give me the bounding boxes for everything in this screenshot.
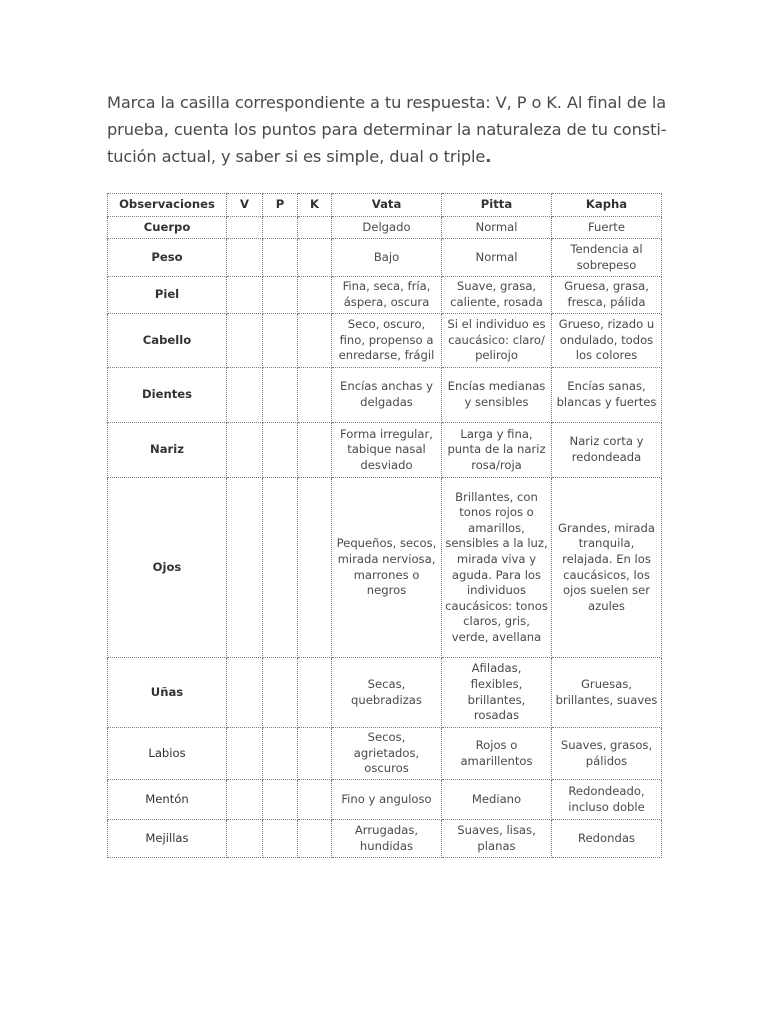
- table-row: [108, 314, 662, 368]
- vata-cell: Delgado: [332, 217, 442, 239]
- vata-cell: Forma irregular, tabique nasal desviado: [332, 423, 442, 478]
- pitta-cell: Suave, grasa, caliente, rosada: [442, 277, 552, 314]
- vata-cell: Arrugadas, hundidas: [332, 820, 442, 858]
- checkbox-cell-v[interactable]: [227, 820, 263, 858]
- pitta-cell: Afiladas, flexibles, brillantes, rosadas: [442, 658, 552, 728]
- row-label: Mejillas: [108, 820, 227, 858]
- checkbox-cell-v[interactable]: [227, 423, 263, 478]
- row-label: Ojos: [108, 478, 227, 658]
- pitta-cell: Encías medianas y sensibles: [442, 368, 552, 423]
- checkbox-cell-p[interactable]: [263, 217, 298, 239]
- checkbox-cell-p[interactable]: [263, 658, 298, 728]
- header-p: P: [263, 194, 298, 217]
- table-row: [108, 780, 662, 820]
- table-row: [108, 217, 662, 239]
- pitta-cell: Suaves, lisas, planas: [442, 820, 552, 858]
- vata-cell: Bajo: [332, 239, 442, 277]
- table-row: [108, 658, 662, 728]
- checkbox-cell-p[interactable]: [263, 820, 298, 858]
- header-observaciones: Observaciones: [108, 194, 227, 217]
- table-row: [108, 277, 662, 314]
- checkbox-cell-v[interactable]: [227, 478, 263, 658]
- pitta-cell: Rojos o amarillentos: [442, 728, 552, 780]
- pitta-cell: Normal: [442, 217, 552, 239]
- vata-cell: Fina, seca, fría, áspera, oscura: [332, 277, 442, 314]
- dosha-questionnaire-table: [107, 193, 662, 858]
- checkbox-cell-k[interactable]: [298, 239, 332, 277]
- row-label: Uñas: [108, 658, 227, 728]
- checkbox-cell-v[interactable]: [227, 780, 263, 820]
- checkbox-cell-k[interactable]: [298, 314, 332, 368]
- kapha-cell: Suaves, grasos, pálidos: [552, 728, 662, 780]
- kapha-cell: Tendencia al sobrepeso: [552, 239, 662, 277]
- header-k: K: [298, 194, 332, 217]
- pitta-cell: Mediano: [442, 780, 552, 820]
- header-kapha: Kapha: [552, 194, 662, 217]
- row-label: Piel: [108, 277, 227, 314]
- row-label: Labios: [108, 728, 227, 780]
- checkbox-cell-v[interactable]: [227, 217, 263, 239]
- pitta-cell: Larga y fina, punta de la nariz rosa/roja: [442, 423, 552, 478]
- kapha-cell: Nariz corta y redondeada: [552, 423, 662, 478]
- row-label: Cabello: [108, 314, 227, 368]
- vata-cell: Secos, agrietados, oscuros: [332, 728, 442, 780]
- kapha-cell: Gruesa, grasa, fresca, pálida: [552, 277, 662, 314]
- vata-cell: Encías anchas y delgadas: [332, 368, 442, 423]
- kapha-cell: Redondeado, incluso doble: [552, 780, 662, 820]
- table-row: [108, 239, 662, 277]
- checkbox-cell-k[interactable]: [298, 820, 332, 858]
- row-label: Dientes: [108, 368, 227, 423]
- header-v: V: [227, 194, 263, 217]
- vata-cell: Secas, quebradizas: [332, 658, 442, 728]
- checkbox-cell-p[interactable]: [263, 314, 298, 368]
- checkbox-cell-v[interactable]: [227, 728, 263, 780]
- kapha-cell: Grueso, rizado u ondulado, todos los colores: [552, 314, 662, 368]
- header-vata: Vata: [332, 194, 442, 217]
- checkbox-cell-k[interactable]: [298, 368, 332, 423]
- instructions-text: Marca la casilla correspondiente a tu respuesta: V, P o K. Al final de la prueba, cuenta los puntos para determinar la naturaleza de tu constitución actual, y saber si es simple, dual o triple: [107, 93, 667, 166]
- checkbox-cell-p[interactable]: [263, 368, 298, 423]
- row-label: Nariz: [108, 423, 227, 478]
- checkbox-cell-v[interactable]: [227, 314, 263, 368]
- pitta-cell: Normal: [442, 239, 552, 277]
- checkbox-cell-p[interactable]: [263, 277, 298, 314]
- checkbox-cell-v[interactable]: [227, 239, 263, 277]
- kapha-cell: Grandes, mirada tranquila, relajada. En los caucásicos, los ojos suelen ser azules: [552, 478, 662, 658]
- header-pitta: Pitta: [442, 194, 552, 217]
- checkbox-cell-k[interactable]: [298, 728, 332, 780]
- table-row: [108, 368, 662, 423]
- checkbox-cell-p[interactable]: [263, 239, 298, 277]
- instructions-period: .: [485, 147, 492, 166]
- checkbox-cell-k[interactable]: [298, 423, 332, 478]
- checkbox-cell-k[interactable]: [298, 658, 332, 728]
- kapha-cell: Gruesas, brillantes, suaves: [552, 658, 662, 728]
- vata-cell: Pequeños, secos, mirada nerviosa, marrones o negros: [332, 478, 442, 658]
- checkbox-cell-k[interactable]: [298, 217, 332, 239]
- vata-cell: Seco, oscuro, fino, propenso a enredarse, frágil: [332, 314, 442, 368]
- checkbox-cell-p[interactable]: [263, 780, 298, 820]
- checkbox-cell-v[interactable]: [227, 658, 263, 728]
- kapha-cell: Redondas: [552, 820, 662, 858]
- table-row: [108, 820, 662, 858]
- kapha-cell: Encías sanas, blancas y fuertes: [552, 368, 662, 423]
- row-label: Peso: [108, 239, 227, 277]
- kapha-cell: Fuerte: [552, 217, 662, 239]
- checkbox-cell-p[interactable]: [263, 423, 298, 478]
- pitta-cell: Brillantes, con tonos rojos o amarillos, sensibles a la luz, mirada viva y aguda. Para los individuos caucásicos: tonos claros, gris, verde, avellana: [442, 478, 552, 658]
- row-label: Mentón: [108, 780, 227, 820]
- table-row: [108, 728, 662, 780]
- checkbox-cell-p[interactable]: [263, 478, 298, 658]
- checkbox-cell-k[interactable]: [298, 277, 332, 314]
- table-row: [108, 423, 662, 478]
- checkbox-cell-k[interactable]: [298, 478, 332, 658]
- checkbox-cell-k[interactable]: [298, 780, 332, 820]
- table-header-row: [108, 194, 662, 217]
- row-label: Cuerpo: [108, 217, 227, 239]
- checkbox-cell-p[interactable]: [263, 728, 298, 780]
- checkbox-cell-v[interactable]: [227, 277, 263, 314]
- instructions-paragraph: [107, 89, 667, 170]
- vata-cell: Fino y anguloso: [332, 780, 442, 820]
- pitta-cell: Si el individuo es caucásico: claro/ pelirojo: [442, 314, 552, 368]
- checkbox-cell-v[interactable]: [227, 368, 263, 423]
- table-row: [108, 478, 662, 658]
